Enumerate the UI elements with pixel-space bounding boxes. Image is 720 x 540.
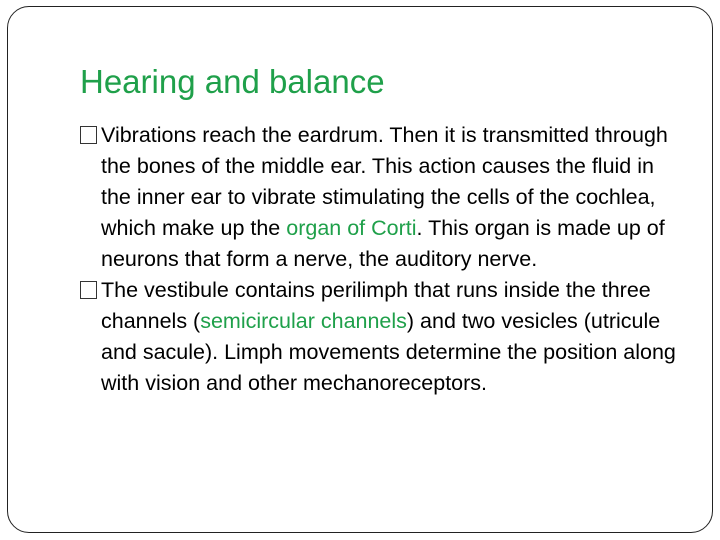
bullet-text: . This organ is made up of neurons that form a nerve, the auditory nerve. [101,216,665,271]
bullet-item-eardrum [80,120,680,275]
bullet-text: The vestibule contains perilimph that runs inside the three channels ( [101,278,651,333]
highlight-term: organ of Corti [286,216,417,240]
slide-title: Hearing and balance [80,63,385,100]
bullet-text: ) and two vesicles (utricule and sacule). Limph movements determine the position along with vision and other mechanoreceptors. [101,309,676,395]
bullet-text: Vibrations reach the eardrum. Then it is transmitted through the bones of the middle ear. This action causes the fluid in the inner ear to vibrate stimulating the cells of the cochlea, which make up the [101,123,668,240]
highlight-term: semicircular channels [200,309,407,333]
bullet-square-icon [80,126,97,144]
bullet-square-icon [80,281,97,299]
slide-body [80,120,680,399]
bullet-item-vestibule [80,275,680,399]
